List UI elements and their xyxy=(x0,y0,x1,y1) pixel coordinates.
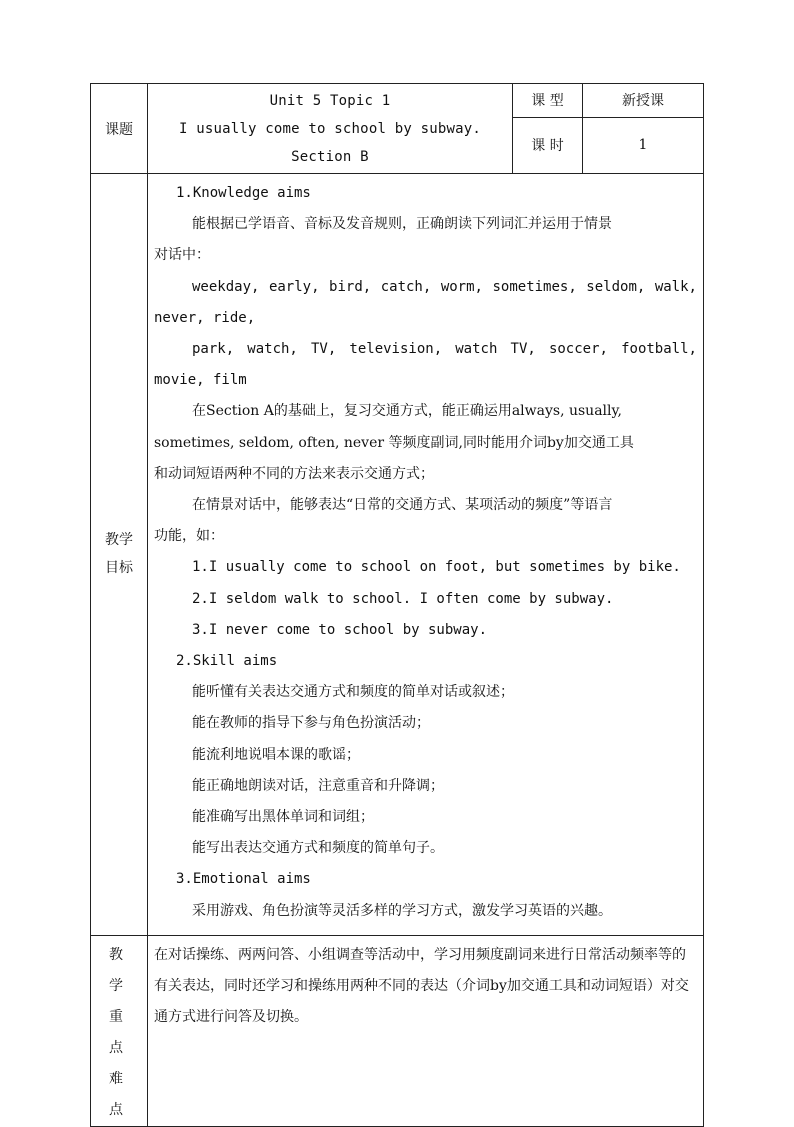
example-sentence-3: 3.I never come to school by subway. xyxy=(192,621,488,638)
lesson-title xyxy=(148,84,513,174)
vocab-word: TV, xyxy=(310,341,337,358)
vocab-word: weekday, xyxy=(192,278,260,295)
vocab-word: watch, xyxy=(247,341,298,358)
skill-item: 能正确地朗读对话，注意重音和升降调； xyxy=(192,777,444,794)
function-line-1: 在情景对话中，能够表达“日常的交通方式、某项活动的频度”等语言 xyxy=(192,497,613,514)
knowledge-intro: 能根据已学语音、音标及发音规则，正确朗读下列词汇并运用于情景 xyxy=(192,216,612,233)
hours-label: 课 时 xyxy=(513,117,583,173)
type-label: 课 型 xyxy=(513,84,583,118)
vocab-line-1-cont: never, ride, xyxy=(154,309,256,326)
type-value: 新授课 xyxy=(583,84,704,118)
vocab-word: sometimes, xyxy=(492,278,577,295)
key-points-label-line: 难点 xyxy=(109,1070,137,1118)
vocab-word: television, xyxy=(349,341,443,358)
key-points-label-line: 重点 xyxy=(109,1008,137,1056)
vocab-word: seldom, xyxy=(586,278,646,295)
section-a-line-2: sometimes, seldom, often, never 等频度副词,同时能用介词by加交通工具 xyxy=(154,434,634,451)
key-points-label-line: 教学 xyxy=(109,946,137,994)
objectives-label xyxy=(91,174,148,936)
emotional-heading: 3.Emotional aims xyxy=(176,871,311,888)
skill-heading: 2.Skill aims xyxy=(176,653,278,670)
vocab-word: park, xyxy=(192,341,235,358)
emotional-text: 采用游戏、角色扮演等灵活多样的学习方式，激发学习英语的兴趣。 xyxy=(192,902,612,919)
hours-value: 1 xyxy=(583,117,704,173)
lesson-plan-table xyxy=(90,83,704,1127)
vocab-word: watch xyxy=(455,341,498,358)
vocab-line-2 xyxy=(154,334,697,365)
skill-item: 能准确写出黑体单词和词组； xyxy=(192,809,374,826)
vocab-line-2-cont: movie, film xyxy=(154,372,247,389)
example-sentence-1: 1.I usually come to school on foot, but sometimes by bike. xyxy=(192,559,681,576)
title-line-2: I usually come to school by subway. xyxy=(178,121,481,137)
objectives-label-bottom: 目标 xyxy=(105,560,133,577)
key-points-label xyxy=(91,935,148,1126)
title-line-1: Unit 5 Topic 1 xyxy=(269,93,391,109)
vocab-word: bird, xyxy=(329,278,372,295)
vocab-word: worm, xyxy=(440,278,483,295)
objectives-content xyxy=(148,174,704,936)
vocab-word: soccer, xyxy=(548,341,608,358)
key-points-text: 在对话操练、两两问答、小组调查等活动中，学习用频度副词来进行日常活动频率等的有关表达，同时还学习和操练用两种不同的表达（介词by加交通工具和动词短语）对交通方式进行问答及切换。 xyxy=(154,946,689,1025)
vocab-word: football, xyxy=(621,341,697,358)
key-points-content xyxy=(148,935,704,1126)
skill-item: 能在教师的指导下参与角色扮演活动； xyxy=(192,715,430,732)
vocab-word: early, xyxy=(268,278,320,295)
topic-label: 课题 xyxy=(91,84,148,174)
skill-item: 能听懂有关表达交通方式和频度的简单对话或叙述； xyxy=(192,684,514,701)
skill-item: 能写出表达交通方式和频度的简单句子。 xyxy=(192,840,444,857)
objectives-label-top: 教学 xyxy=(105,532,133,549)
function-line-2: 功能，如： xyxy=(154,528,224,545)
knowledge-heading: 1.Knowledge aims xyxy=(176,185,311,201)
title-line-3: Section B xyxy=(291,149,369,165)
skill-item: 能流利地说唱本课的歌谣； xyxy=(192,746,360,763)
section-a-line-1: 在Section A的基础上，复习交通方式，能正确运用always, usually, xyxy=(192,403,622,420)
section-a-line-3: 和动词短语两种不同的方法来表示交通方式； xyxy=(154,465,434,482)
vocab-line-1 xyxy=(154,272,697,303)
vocab-word: catch, xyxy=(380,278,432,295)
vocab-word: walk, xyxy=(654,278,697,295)
knowledge-intro-cont: 对话中： xyxy=(154,247,210,264)
example-sentence-2: 2.I seldom walk to school. I often come by subway. xyxy=(192,590,614,607)
vocab-word: TV, xyxy=(510,341,536,358)
